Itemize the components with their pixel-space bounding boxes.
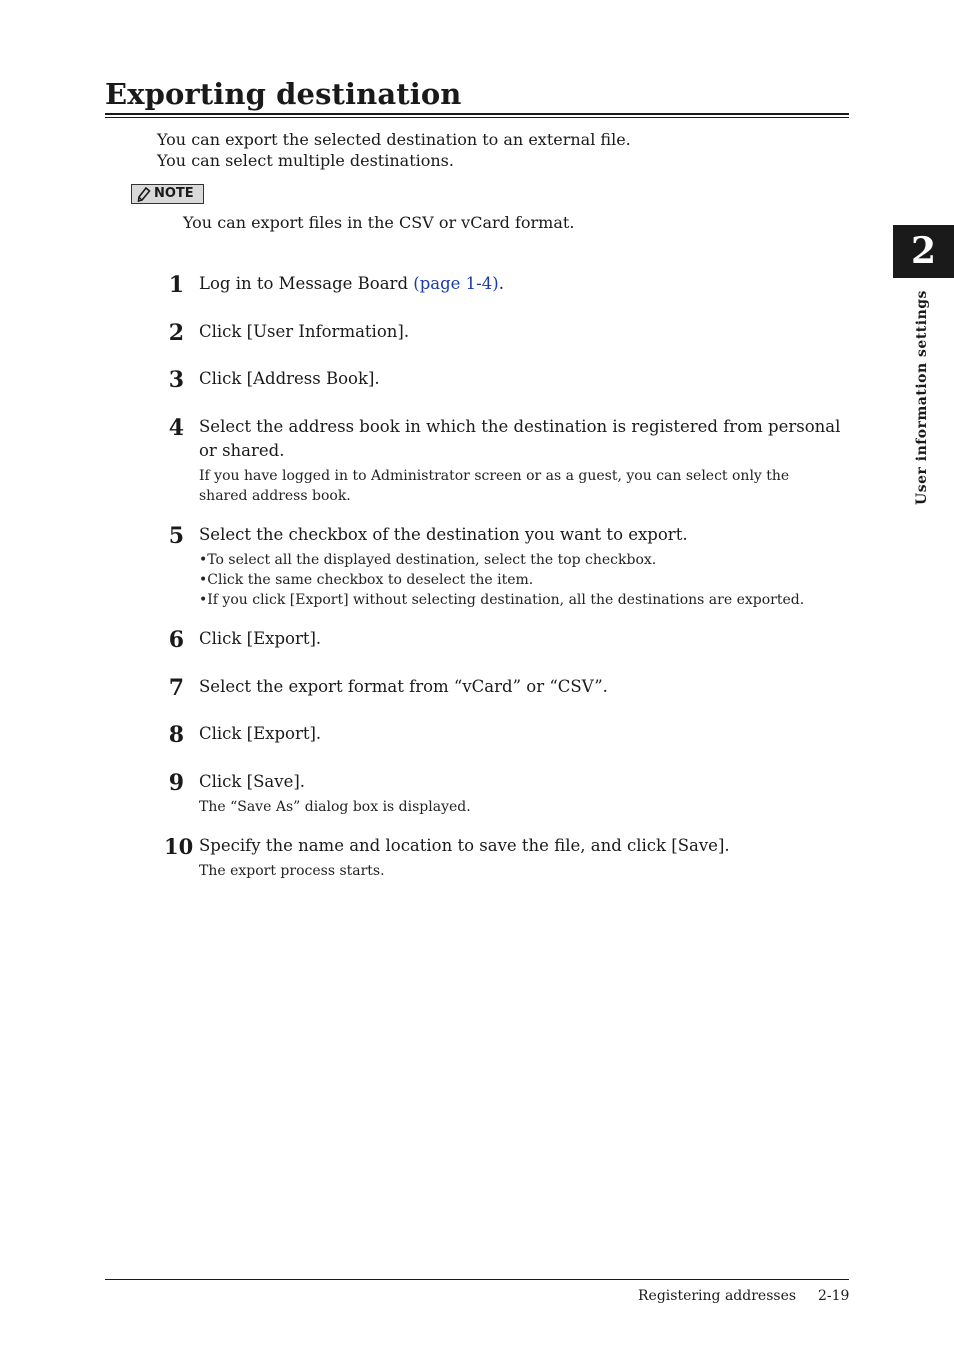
chapter-label: User information settings xyxy=(914,290,930,505)
step-text: Click [Address Book]. xyxy=(199,369,380,388)
step-number: 8 xyxy=(168,722,184,748)
step-bullet-list xyxy=(199,550,839,610)
note-badge xyxy=(131,184,204,204)
list-item: •Click the same checkbox to deselect the item. xyxy=(199,572,534,588)
footer-page-number: 2-19 xyxy=(818,1288,850,1304)
step-note: If you have logged in to Administrator screen or as a guest, you can select only the shared address book. xyxy=(199,468,790,504)
step-number: 3 xyxy=(168,367,184,393)
step-text: Click [Save]. xyxy=(199,772,306,791)
step-text: Click [User Information]. xyxy=(199,322,410,341)
page-link[interactable]: (page 1-4) xyxy=(413,274,499,293)
step-text: Click [Export]. xyxy=(199,629,322,648)
step-text xyxy=(199,272,849,296)
step-text-end: . xyxy=(498,274,504,293)
step-number: 4 xyxy=(168,415,184,441)
intro-line: You can export the selected destination to an external file. xyxy=(157,130,631,149)
step-text: Select the checkbox of the destination you want to export. xyxy=(199,525,688,544)
list-item: •To select all the displayed destination, select the top checkbox. xyxy=(199,552,657,568)
step-note: The export process starts. xyxy=(199,863,385,879)
note-label: NOTE xyxy=(154,186,194,201)
list-item: •If you click [Export] without selecting destination, all the destinations are exported. xyxy=(199,592,805,608)
title-rule-thin xyxy=(105,117,849,118)
pencil-icon xyxy=(137,187,151,202)
step-text: Select the export format from “vCard” or “CSV”. xyxy=(199,677,608,696)
step-number: 2 xyxy=(168,320,184,346)
step-text: Click [Export]. xyxy=(199,724,322,743)
intro-line: You can select multiple destinations. xyxy=(157,151,454,170)
step-number: 10 xyxy=(164,834,194,859)
note-text: You can export files in the CSV or vCard format. xyxy=(183,213,575,232)
step-number: 7 xyxy=(168,675,184,701)
footer-rule xyxy=(105,1279,849,1280)
step-note: The “Save As” dialog box is displayed. xyxy=(199,799,471,815)
page-title: Exporting destination xyxy=(105,77,462,111)
step-text: Specify the name and location to save the file, and click [Save]. xyxy=(199,836,730,855)
title-rule-thick xyxy=(105,113,849,115)
step-text-main: Log in to Message Board xyxy=(199,274,414,293)
step-text: Select the address book in which the destination is registered from personal or shared. xyxy=(199,417,841,460)
step-number: 6 xyxy=(168,627,184,653)
chapter-tab: 2 xyxy=(893,225,954,278)
step-number: 1 xyxy=(168,272,184,298)
footer-section-name: Registering addresses xyxy=(638,1288,797,1304)
step-number: 5 xyxy=(168,523,184,549)
intro-paragraph xyxy=(157,129,631,171)
step-number: 9 xyxy=(168,770,184,796)
